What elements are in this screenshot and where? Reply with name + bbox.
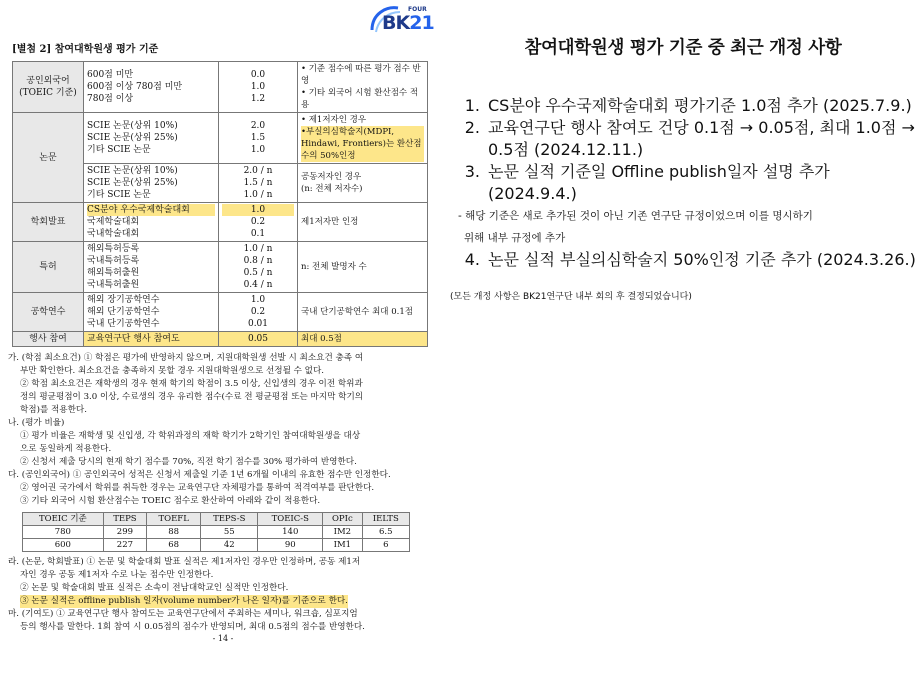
list-item: 2. 교육연구단 행사 참여도 건당 0.1점 → 0.05점, 최대 1.0점 → 0.5점 (2024.12.11.) xyxy=(464,118,915,159)
table-row xyxy=(13,62,428,113)
highlight-event-note: 최대 0.5점 xyxy=(298,332,428,347)
items-cell: SCIE 논문(상위 10%) SCIE 논문(상위 25%) 기타 SCIE 논문 xyxy=(84,113,219,164)
highlight-cs-conf: CS분야 우수국제학술대회 xyxy=(87,204,215,216)
table-row: 780 299 88 55 140 IM2 6.5 xyxy=(23,526,410,539)
list-item: 4. 논문 실적 부실의심학술지 50%인정 기준 추가 (2024.3.26.) xyxy=(464,250,916,269)
highlight-event-score: 0.05 xyxy=(219,332,298,347)
section-na: 나. (평가 비율) ① 평가 비율은 재학생 및 신입생, 각 학위과정의 재학 학기가 2학기인 참여대학원생을 대상 으로 동일하게 적용한다. ② 신청서 제출 당시의 현재 학기 점수를 70%, 직전 학기 점수를 30% 평가하여 반영한다. xyxy=(8,418,361,467)
toeic-conversion-table xyxy=(22,512,410,552)
items-cell: 해외특허등록 국내특허등록 해외특허출원 국내특허출원 xyxy=(84,242,219,293)
section-ga: 가. (학점 최소요건) ① 학점은 평가에 반영하지 않으며, 지원대학원생 선발 시 최소요건 충족 여 부만 확인한다. 최소요건을 충족하지 못할 경우 지원대학원생으로 선정될 수 없다. ② 학점 최소요건은 재학생의 경우 현재 학기의 학점이 3.5 이상, 신입생의 경우 이전 학위과 정의 평균평점이 3.0 이상, 수료생의 경우 유리한 점수(수료 전 평균평점 또는 마지막 학기의 학점)를 적용한다. xyxy=(8,353,364,415)
note-cell: • 제1저자인 경우 •부실의심학술지(MDPI, Hindawi, Frontiers)는 환산점수의 50%인정 xyxy=(298,113,428,164)
table-row xyxy=(13,242,428,293)
highlight-event-item: 교육연구단 행사 참여도 xyxy=(84,332,219,347)
category-event: 행사 참여 xyxy=(13,332,84,347)
table-row: 600 227 68 42 90 IM1 6 xyxy=(23,539,410,552)
table-row xyxy=(13,332,428,347)
criteria-table xyxy=(12,61,428,347)
list-sub-note-cont: 위해 내부 규정에 추가 xyxy=(464,232,566,244)
bk21-logo xyxy=(368,4,434,36)
note-cell: 제1저자만 인정 xyxy=(298,203,428,242)
highlight-offline-publish: ③ 논문 실적은 offline publish 일자(volume number가 나온 일자)를 기준으로 한다. xyxy=(20,596,348,606)
highlight-predatory-journal: •부실의심학술지(MDPI, Hindawi, Frontiers)는 환산점수의 50%인정 xyxy=(301,126,424,162)
items-cell: CS분야 우수국제학술대회 국제학술대회 국내학술대회 xyxy=(84,203,219,242)
note-cell: n: 전체 발명자 수 xyxy=(298,242,428,293)
section-ma: 마. (기여도) ① 교육연구단 행사 참여도는 교육연구단에서 주최하는 세미나, 워크숍, 심포지엄 등의 행사를 말한다. 1회 참여 시 0.05점의 점수가 반영되며, 최대 0.5점의 점수를 반영한다. xyxy=(8,609,365,632)
list-item: 3. 논문 실적 기준일 Offline publish일자 설명 추가 (2024.9.4.) xyxy=(464,162,830,203)
scores-cell: 0.0 1.0 1.2 xyxy=(219,62,298,113)
scores-cell: 1.0 0.2 0.1 xyxy=(219,203,298,242)
scores-cell: 2.0 / n 1.5 / n 1.0 / n xyxy=(219,164,298,203)
footnote: (모든 개정 사항은 BK21연구단 내부 회의 후 결정되었습니다) xyxy=(450,292,692,302)
list-item: 1. CS분야 우수국제학술대회 평가기준 1.0점 추가 (2025.7.9.) xyxy=(464,96,912,115)
table-row xyxy=(13,293,428,332)
table-header-row: TOEIC 기준 TEPS TOEFL TEPS-S TOEIC-S OPIc IELTS xyxy=(23,513,410,526)
scores-cell: 2.0 1.5 1.0 xyxy=(219,113,298,164)
summary-title: 참여대학원생 평가 기준 중 최근 개정 사항 xyxy=(524,38,842,58)
section-da: 다. (공인외국어) ① 공인외국어 성적은 신청서 제출일 기준 1년 6개월 이내의 유효한 점수만 인정한다. ② 영어권 국가에서 학위를 취득한 경우는 교육연구단 자체평가를 통하여 적격여부를 판단한다. ③ 기타 외국어 시험 환산점수는 TOEIC 점수로 환산하여 아래와 같이 적용한다. xyxy=(8,470,391,506)
list-sub-note: - 해당 기준은 새로 추가된 것이 아닌 기존 연구단 규정이었으며 이를 명시하기 xyxy=(458,210,813,222)
logo-four: FOUR xyxy=(408,6,427,13)
items-cell: 600점 미만 600점 이상 780점 미만 780점 이상 xyxy=(84,62,219,113)
note-cell: • 기준 점수에 따른 평가 점수 반영 • 기타 외국어 시험 환산점수 적용 xyxy=(298,62,428,113)
revision-summary xyxy=(450,34,916,302)
page-number: - 14 - xyxy=(212,634,234,643)
section-ra: 라. (논문, 학회발표) ① 논문 및 학술대회 발표 실적은 제1저자인 경우만 인정하며, 공동 제1저 자인 경우 공동 제1저자 수로 나눈 점수만 인정한다. ② 논문 및 학술대회 발표 실적은 소속이 전남대학교인 실적만 인정한다. ③ 논문 실적은 offline publish 일자(volume number가 나온 일자)를 기준으로 한다. xyxy=(8,557,361,606)
category-paper: 논문 xyxy=(13,113,84,203)
items-cell: 해외 장기공학연수 해외 단기공학연수 국내 단기공학연수 xyxy=(84,293,219,332)
category-patent: 특허 xyxy=(13,242,84,293)
scores-cell: 1.0 / n 0.8 / n 0.5 / n 0.4 / n xyxy=(219,242,298,293)
doc-title: [별첨 2] 참여대학원생 평가 기준 xyxy=(12,44,159,55)
logo-text: BK21 xyxy=(382,12,434,34)
note-cell: 공동저자인 경우 (n: 전체 저자수) xyxy=(298,164,428,203)
table-row xyxy=(13,203,428,242)
category-training: 공학연수 xyxy=(13,293,84,332)
table-row xyxy=(13,113,428,164)
items-cell: SCIE 논문(상위 10%) SCIE 논문(상위 25%) 기타 SCIE 논문 xyxy=(84,164,219,203)
category-conf: 학회발표 xyxy=(13,203,84,242)
note-cell: 국내 단기공학연수 최대 0.1점 xyxy=(298,293,428,332)
highlight-cs-conf-score: 1.0 xyxy=(222,204,294,216)
revision-list xyxy=(450,95,916,271)
category-lang: 공인외국어 (TOEIC 기준) xyxy=(13,62,84,113)
scores-cell: 1.0 0.2 0.01 xyxy=(219,293,298,332)
document-page xyxy=(8,40,438,643)
